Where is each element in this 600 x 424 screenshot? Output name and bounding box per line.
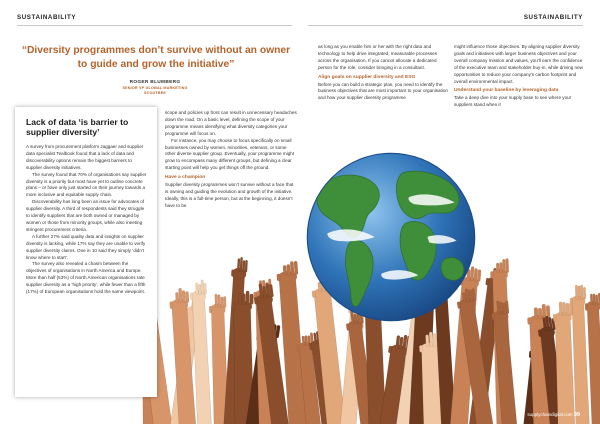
issue-date: December 2022 [26, 412, 59, 417]
page-number-left: 98 [17, 412, 24, 418]
author-name: ROGER BLUMBERG [129, 80, 181, 85]
section-header-right: SUSTAINABILITY [523, 14, 583, 21]
body-paragraph: Before you can build a strategic plan, you need to identify the business objectives that are most important to your organisation and how your supplier diversity programme [318, 81, 448, 101]
body-column-2 [318, 44, 450, 102]
subheading-have-a-champion: Have a champion [165, 175, 206, 181]
body-paragraph: scope and policies up front can result in unnecessary headaches down the road. On a basic level, defining the scope of your programme means identifying what diversity categories your programme will focus on. [165, 110, 297, 136]
sidebar-paragraph: A further 27% said quality data and insights on supplier diversity is lacking, while 17% say they are unable to verify supplier diversity claims. One in 10 said they simply ‘didn’t know where to start’. [26, 233, 146, 260]
author-role-line2: SCOUTBEE [143, 90, 167, 95]
page-number-right: 99 [573, 412, 580, 418]
body-column-3 [454, 44, 584, 109]
footer-left [17, 412, 58, 418]
website-url: supplychaindigital.com [527, 412, 573, 417]
body-column-1 [165, 110, 297, 210]
body-paragraph: as long as you enable him or her with the right data and technology to help drive integrated, measurable processes across the organisation. If you cannot allocate a dedicated person for the role, consider bringing in a consultant. [318, 44, 437, 70]
body-paragraph: For instance, you may choose to focus specifically on small businesses owned by women, minorities, veterans, or some other diverse supplier group. Eventually, your programme might grow to encompass many different groups, but defining a clear starting point will help you get things off the ground. [165, 137, 295, 171]
sidebar-box [15, 107, 157, 397]
sidebar-paragraph: The survey found that 70% of organisations say supplier diversity is a priority but most have yet to outline concrete plans – or have only just started on their journey towards a more inclusive and equitable supply chain. [26, 171, 147, 198]
sidebar-paragraph: The survey also revealed a chasm between the objectives of organisations in North America and Europe. More than half (53%) of North American organisations rate supplier diversity as a ‘high priority’, while fewer than a fifth (17%) of European organisations hold the same viewpoint. [26, 261, 146, 295]
body-paragraph: might influence those objectives. By aligning supplier diversity goals and initiatives with larger business objectives and your overall company mission and values, you’ll earn the confidence of the executive team and stakeholder buy-in, while driving new opportunities to reduce your company’s carbon footprint and overall environmental impact. [454, 44, 583, 84]
body-paragraph: Supplier diversity programmes won’t survive without a face that is owning and guiding the evolution and growth of the initiative. Ideally, this is a full-time person, but at the beginning, it doesn’t have to be [165, 182, 294, 208]
footer-right [527, 412, 583, 418]
section-header-left: SUSTAINABILITY [17, 14, 77, 21]
sidebar-paragraph: Discoverability has long been an issue for advocates of supplier diversity. A third of respondents said they struggle to identify suppliers that are both owned or managed by women or those from minority groups, while also meeting stringent procurement criteria. [26, 199, 145, 232]
sidebar-paragraph: A survey from procurement platform Jaggaer and supplier data specialist Tealbook found that a lack of data and discoverability options remain the biggest barriers to supplier diversity initiatives. [26, 144, 144, 170]
globe-image [300, 146, 482, 328]
pull-quote: “Diversity programmes don’t survive without an owner to guide and grow the initiative” [21, 45, 291, 70]
sidebar-title: Lack of data ‘is barrier to supplier diversity’ [26, 117, 129, 137]
author-role-line1: SENIOR VP GLOBAL MARKETING [122, 86, 188, 90]
body-paragraph: Take a deep dive into your supply base to see where your suppliers stand when it [454, 95, 572, 108]
subheading-understand-baseline: Understand your baseline by leveraging data [454, 88, 559, 94]
subheading-align-goals: Align goals on supplier diversity and ESG [318, 74, 416, 80]
